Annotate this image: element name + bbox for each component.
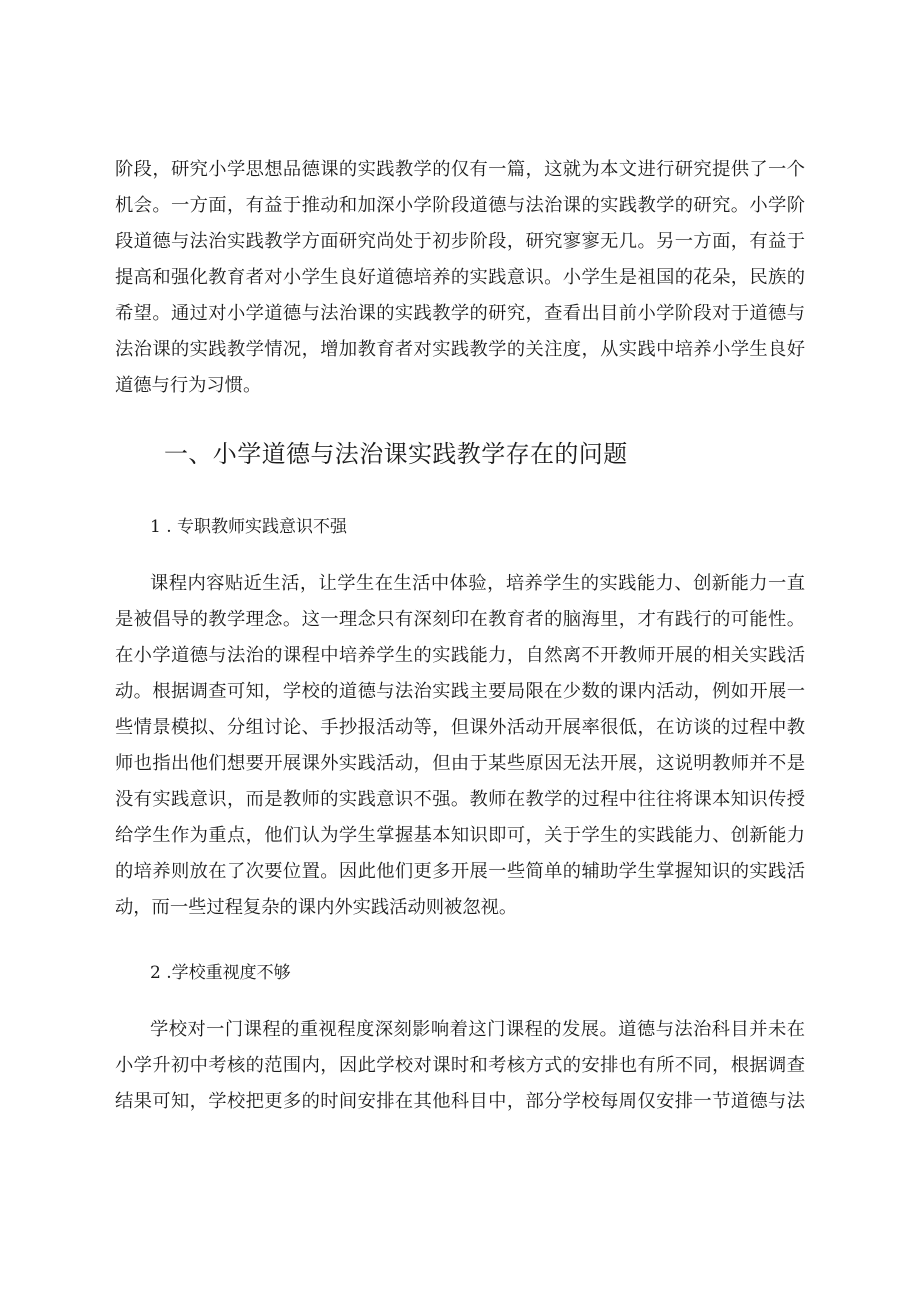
text-line: 希望。通过对小学道德与法治课的实践教学的研究，查看出目前小学阶段对于道德与 <box>115 303 805 324</box>
text-line: 是被倡导的教学理念。这一理念只有深刻印在教育者的脑海里，才有践行的可能性。 <box>115 609 805 630</box>
text-line: 阶段，研究小学思想品德课的实践教学的仅有一篇，这就为本文进行研究提供了一个 <box>115 159 805 180</box>
text-line: 段道德与法治实践教学方面研究尚处于初步阶段，研究寥寥无几。另一方面，有益于 <box>115 231 805 252</box>
text-line: 提高和强化教育者对小学生良好道德培养的实践意识。小学生是祖国的花朵，民族的 <box>115 267 805 288</box>
text-line: 道德与行为习惯。 <box>115 375 262 396</box>
text-line: 在小学道德与法治的课程中培养学生的实践能力，自然离不开教师开展的相关实践活 <box>115 645 805 666</box>
text-line: 没有实践意识，而是教师的实践意识不强。教师在教学的过程中往往将课本知识传授 <box>115 789 805 810</box>
text-line: 课程内容贴近生活，让学生在生活中体验，培养学生的实践能力、创新能力一直 <box>150 573 805 594</box>
section-heading-2: 2 .学校重视度不够 <box>150 963 291 983</box>
text-line: 结果可知，学校把更多的时间安排在其他科目中，部分学校每周仅安排一节道德与法 <box>115 1091 805 1112</box>
text-line: 师也指出他们想要开展课外实践活动，但由于某些原因无法开展，这说明教师并不是 <box>115 753 805 774</box>
text-line: 机会。一方面，有益于推动和加深小学阶段道德与法治课的实践教学的研究。小学阶 <box>115 195 805 216</box>
text-line: 动。根据调查可知，学校的道德与法治实践主要局限在少数的课内活动，例如开展一 <box>115 681 805 702</box>
text-line: 些情景模拟、分组讨论、手抄报活动等，但课外活动开展率很低，在访谈的过程中教 <box>115 717 805 738</box>
text-line: 的培养则放在了次要位置。因此他们更多开展一些简单的辅助学生掌握知识的实践活 <box>115 861 805 882</box>
text-line: 法治课的实践教学情况，增加教育者对实践教学的关注度，从实践中培养小学生良好 <box>115 339 805 360</box>
chapter-heading: 一、小学道德与法治课实践教学存在的问题 <box>164 440 628 468</box>
text-line: 动，而一些过程复杂的课内外实践活动则被忽视。 <box>115 897 518 918</box>
text-line: 给学生作为重点，他们认为学生掌握基本知识即可，关于学生的实践能力、创新能力 <box>115 825 805 846</box>
text-line: 小学升初中考核的范围内，因此学校对课时和考核方式的安排也有所不同，根据调查 <box>115 1055 805 1076</box>
section-heading-1: 1 . 专职教师实践意识不强 <box>150 517 348 537</box>
text-line: 学校对一门课程的重视程度深刻影响着这门课程的发展。道德与法治科目并未在 <box>150 1019 805 1040</box>
